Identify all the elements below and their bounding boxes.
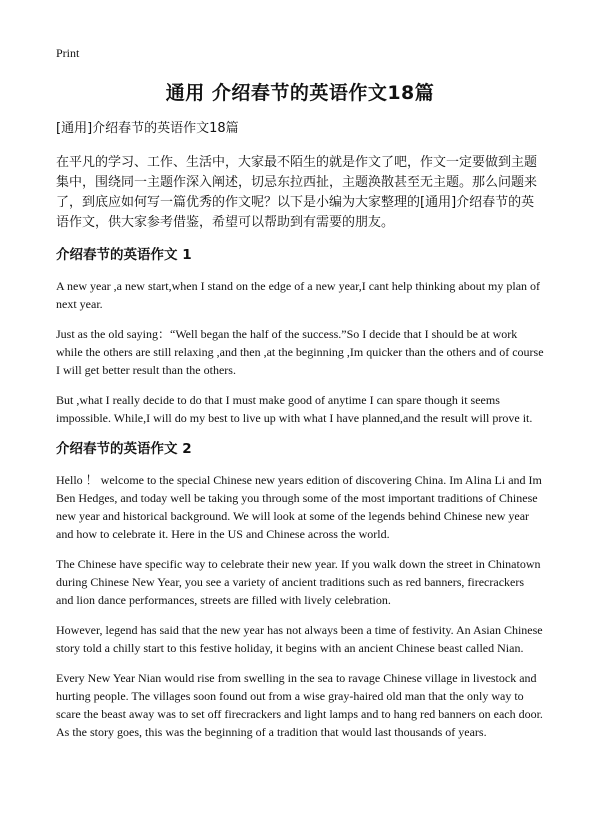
document-subtitle: [通用]介绍春节的英语作文18篇 [56, 121, 239, 136]
paragraph: Hello ！ welcome to the special Chinese new years edition of discovering China. Im Alina Li and Im Ben Hedges, and today well be taking you through some of the most important traditions of Chinese new year and historical background. We will look at some of the legends behind Chinese new year and how to celebrate it. Here in the US and Chinese across the world. [56, 473, 542, 541]
intro-paragraph: 在平凡的学习、工作、生活中，大家最不陌生的就是作文了吧，作文一定要做到主题集中，围绕同一主题作深入阐述，切忌东拉西扯，主题涣散甚至无主题。那么问题来了，到底应如何写一篇优秀的作文呢？以下是小编为大家整理的[通用]介绍春节的英语作文，供大家参考借鉴，希望可以帮助到有需要的朋友。 [56, 155, 538, 230]
section-heading-1: 介绍春节的英语作文 1 [56, 247, 192, 263]
paragraph: However, legend has said that the new year has not always been a time of festivity. An Asian Chinese story told a chilly start to this festive holiday, it begins with an ancient Chinese beast called Nian. [56, 623, 543, 655]
paragraph: Just as the old saying：“Well began the half of the success.”So I decide that I should be at work while the others are still relaxing ,and then ,at the beginning ,Im quicker than the others and of course I will get better result than the others. [56, 327, 544, 377]
paragraph: The Chinese have specific way to celebrate their new year. If you walk down the street in Chinatown during Chinese New Year, you see a variety of ancient traditions such as red banners, firecrackers and lion dance performances, streets are filled with lively celebration. [56, 557, 541, 607]
page-title: 通用 介绍春节的英语作文18篇 [165, 82, 435, 104]
print-label[interactable]: Print [56, 46, 80, 60]
paragraph: Every New Year Nian would rise from swelling in the sea to ravage Chinese village in livestock and hurting people. The villages soon found out from a wise gray-haired old man that the only way to scare the beast away was to set off firecrackers and light lamps and to hang red banners on each door. As the story goes, this was the beginning of a tradition that would last thousands of years. [56, 671, 543, 739]
section-heading-2: 介绍春节的英语作文 2 [56, 441, 192, 457]
paragraph: But ,what I really decide to do that I must make good of anytime I can spare though it seems impossible. While,I will do my best to live up with what I have planned,and the result will prove it. [56, 393, 533, 425]
paragraph: A new year ,a new start,when I stand on the edge of a new year,I cant help thinking about my plan of next year. [56, 279, 541, 311]
document-body [56, 120, 544, 753]
